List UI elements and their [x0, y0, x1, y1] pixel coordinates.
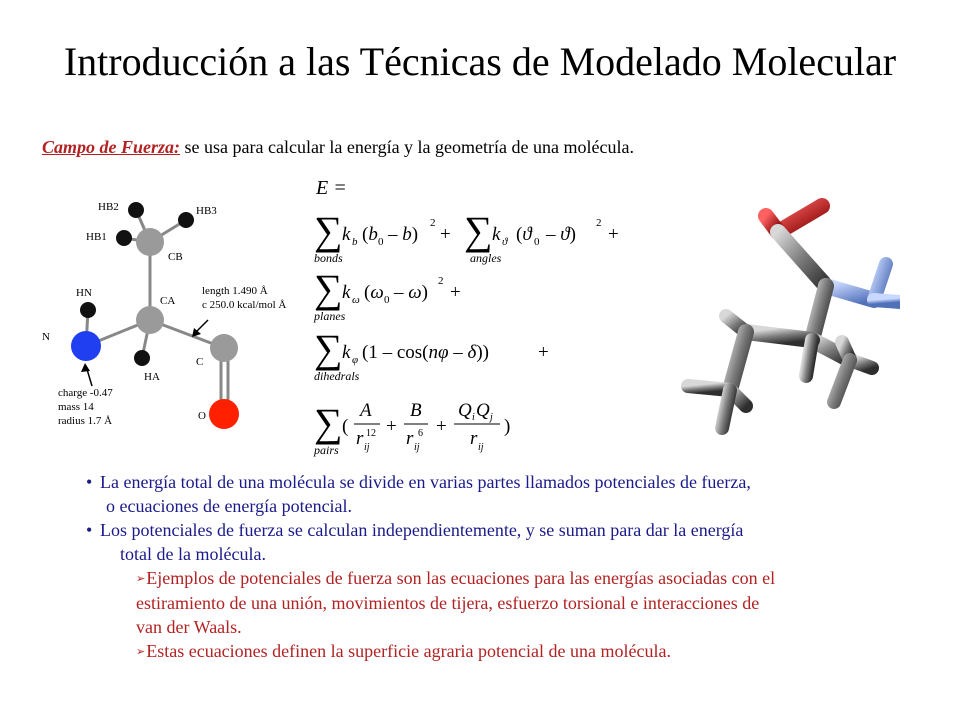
label-ca: CA	[160, 295, 176, 307]
angle-term	[464, 208, 619, 265]
svg-text:j: j	[490, 412, 493, 423]
svg-text:b: b	[352, 236, 358, 248]
bullet-dot: •	[86, 472, 93, 492]
bond-note-length: length 1.490 Å	[202, 285, 268, 297]
svg-text:ij: ij	[478, 442, 484, 453]
label-hb1: HB1	[86, 231, 107, 243]
sub-bullet-arrow-icon: ➢	[136, 573, 146, 585]
svg-text:r: r	[470, 428, 478, 449]
cb-atom	[136, 228, 164, 256]
force-field-diagram	[36, 190, 306, 440]
bullet-item	[86, 518, 906, 566]
bonds-label: bonds	[314, 251, 343, 265]
svg-text:+: +	[608, 224, 619, 245]
hn-atom	[80, 302, 96, 318]
svg-text:2: 2	[438, 275, 444, 287]
bullet-dot: •	[86, 520, 93, 540]
pair-term	[313, 400, 510, 457]
hb3-atom	[178, 212, 194, 228]
svg-text:ω: ω	[352, 294, 360, 306]
bullet-list	[86, 470, 906, 664]
svg-text:φ: φ	[352, 354, 359, 366]
label-n: N	[42, 331, 50, 343]
sub-bullet-text-line: Ejemplos de potenciales de fuerza son las ecuaciones para las energías asociadas con el	[146, 568, 776, 588]
svg-text:): )	[504, 416, 511, 437]
svg-text:(: (	[342, 416, 349, 437]
bond-term	[314, 208, 451, 265]
atom-note-mass: mass 14	[58, 401, 94, 413]
svg-text:12: 12	[366, 428, 376, 439]
label-hb2: HB2	[98, 201, 119, 213]
plane-term	[313, 266, 461, 323]
svg-text:r: r	[356, 428, 364, 449]
bullet-text-line: total de la molécula.	[120, 544, 266, 564]
bullet-item	[86, 470, 906, 518]
atom-note-radius: radius 1.7 Å	[58, 415, 113, 427]
dihedrals-label: dihedrals	[314, 369, 360, 383]
svg-text:(1 – cos(nφ – δ)): (1 – cos(nφ – δ))	[362, 342, 489, 363]
svg-text:+: +	[436, 416, 447, 437]
svg-text:– ω): – ω)	[394, 282, 428, 303]
svg-text:r: r	[406, 428, 414, 449]
label-hn: HN	[76, 287, 92, 299]
atom-note-charge: charge -0.47	[58, 387, 113, 399]
svg-text:0: 0	[534, 236, 540, 248]
force-field-term: Campo de Fuerza:	[42, 137, 181, 157]
intro-line	[42, 134, 634, 160]
label-cb: CB	[168, 251, 183, 263]
svg-text:Q: Q	[476, 400, 490, 421]
svg-text:0: 0	[384, 294, 390, 306]
sub-bullet-item	[136, 566, 906, 639]
svg-text:k: k	[342, 224, 351, 245]
bullet-text-line: Los potenciales de fuerza se calculan independientemente, y se suman para dar la energía	[100, 520, 744, 540]
ca-atom	[136, 306, 164, 334]
svg-text:k: k	[492, 224, 501, 245]
svg-text:A: A	[360, 400, 372, 421]
svg-text:k: k	[342, 282, 351, 303]
svg-text:– b): – b)	[388, 224, 419, 245]
svg-text:(b: (b	[362, 224, 378, 245]
label-ha: HA	[144, 371, 160, 383]
force-field-equation	[310, 170, 650, 465]
svg-text:(ω: (ω	[364, 282, 384, 303]
svg-text:+: +	[538, 342, 549, 363]
svg-text:ϑ: ϑ	[502, 236, 508, 248]
svg-text:+: +	[440, 224, 451, 245]
c-atom	[210, 334, 238, 362]
svg-text:ij: ij	[414, 442, 420, 453]
molecule-3d-render	[650, 190, 900, 450]
pairs-label: pairs	[314, 443, 339, 457]
angles-label: angles	[470, 251, 502, 265]
svg-text:ij: ij	[364, 442, 370, 453]
svg-text:(ϑ: (ϑ	[516, 224, 532, 245]
sub-bullet-item	[136, 639, 906, 664]
bullet-text-line: o ecuaciones de energía potencial.	[106, 496, 353, 516]
sub-bullet-text-line: estiramiento de una unión, movimientos de tijera, esfuerzo torsional e interacciones de	[136, 593, 760, 613]
svg-text:2: 2	[430, 217, 436, 229]
svg-text:∑: ∑	[314, 266, 343, 311]
sub-bullet-text-line: van der Waals.	[136, 617, 242, 637]
svg-text:+: +	[386, 416, 397, 437]
hb2-atom	[128, 202, 144, 218]
bullet-text-line: La energía total de una molécula se divide en varias partes llamados potenciales de fuerza,	[100, 472, 751, 492]
svg-text:Q: Q	[458, 400, 472, 421]
n-atom	[71, 331, 101, 361]
o-atom	[209, 399, 239, 429]
svg-text:∑: ∑	[314, 326, 343, 371]
label-c: C	[196, 356, 204, 368]
svg-text:B: B	[410, 400, 422, 421]
sub-bullet-text-line: Estas ecuaciones definen la superficie agraria potencial de una molécula.	[146, 641, 671, 661]
planes-label: planes	[314, 309, 346, 323]
svg-text:k: k	[342, 342, 351, 363]
svg-text:+: +	[450, 282, 461, 303]
svg-text:∑: ∑	[464, 208, 493, 253]
bond-note-constant: c 250.0 kcal/mol Å	[202, 299, 287, 311]
intro-text: se usa para calcular la energía y la geometría de una molécula.	[180, 137, 634, 157]
equation-lhs: E =	[316, 177, 347, 199]
svg-text:6: 6	[418, 428, 423, 439]
svg-text:– ϑ): – ϑ)	[546, 224, 576, 245]
label-hb3: HB3	[196, 205, 217, 217]
hb1-atom	[116, 230, 132, 246]
slide-title: Introducción a las Técnicas de Modelado Molecular	[63, 39, 897, 84]
svg-text:∑: ∑	[314, 400, 343, 445]
svg-text:i: i	[472, 412, 475, 423]
svg-text:2: 2	[596, 217, 602, 229]
svg-text:0: 0	[378, 236, 384, 248]
svg-text:∑: ∑	[314, 208, 343, 253]
sub-bullet-arrow-icon: ➢	[136, 646, 146, 658]
ha-atom	[134, 350, 150, 366]
label-o: O	[198, 410, 206, 422]
dihedral-term	[314, 326, 549, 383]
